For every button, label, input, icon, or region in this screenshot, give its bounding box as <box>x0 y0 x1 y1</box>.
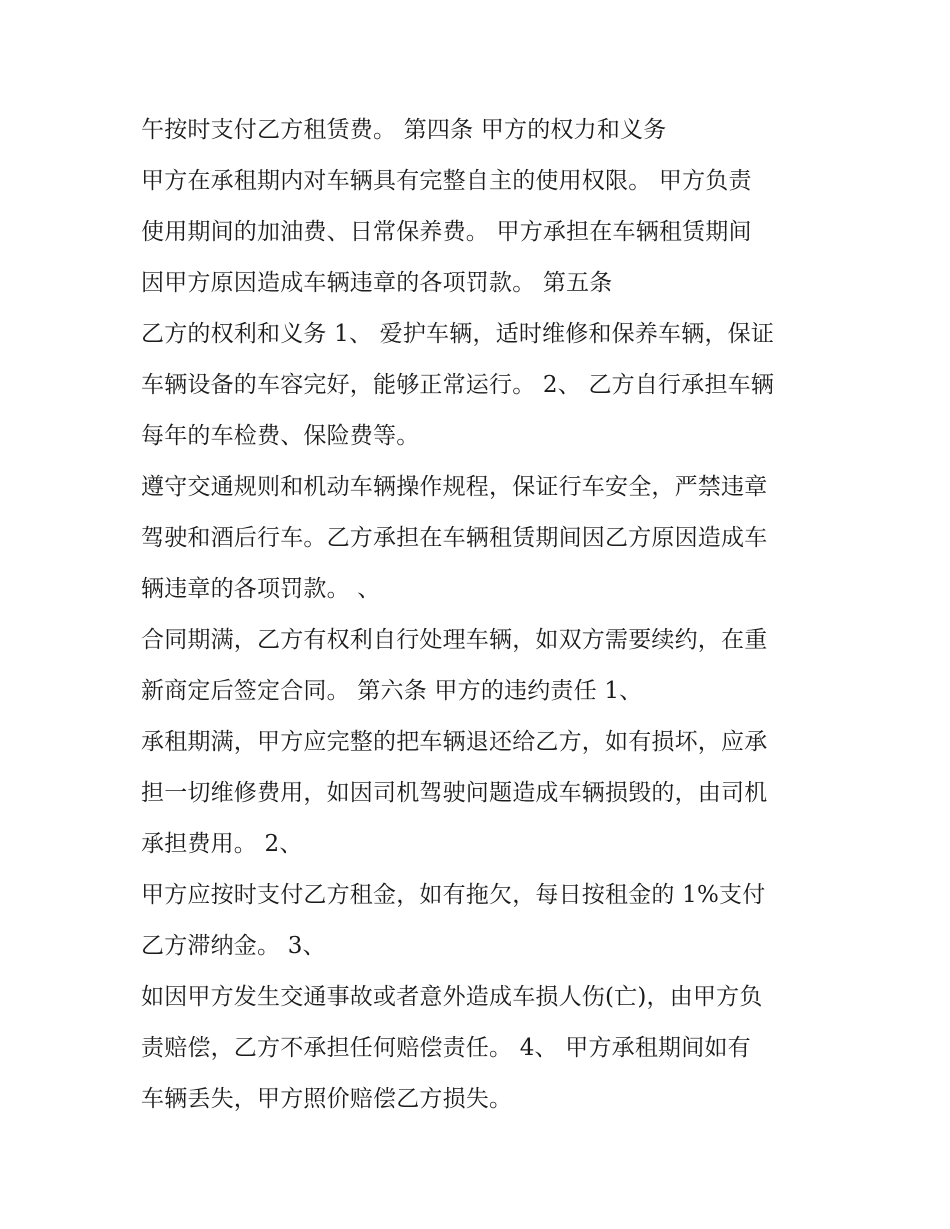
text-line: 驾驶和酒后行车。乙方承担在车辆租赁期间因乙方原因造成车 <box>141 525 768 551</box>
text-line: 甲方应按时支付乙方租金，如有拖欠，每日按租金的 1%支付 <box>141 882 766 908</box>
text-line: 合同期满，乙方有权利自行处理车辆，如双方需要续约，在重 <box>141 627 768 653</box>
text-line: 乙方滞纳金。 3、 <box>141 933 326 959</box>
text-line: 因甲方原因造成车辆违章的各项罚款。 第五条 <box>141 270 613 296</box>
text-line: 车辆丢失，甲方照价赔偿乙方损失。 <box>141 1086 513 1112</box>
text-line: 午按时支付乙方租赁费。 第四条 甲方的权力和义务 <box>141 117 667 143</box>
text-line: 使用期间的加油费、日常保养费。 甲方承担在车辆租赁期间 <box>141 219 752 245</box>
text-line: 车辆设备的车容完好，能够正常运行。 2、 乙方自行承担车辆 <box>141 372 775 398</box>
text-line: 承租期满，甲方应完整的把车辆退还给乙方，如有损坏，应承 <box>141 729 768 755</box>
text-line: 甲方在承租期内对车辆具有完整自主的使用权限。 甲方负责 <box>141 168 752 194</box>
text-line: 辆违章的各项罚款。 、 <box>141 576 381 602</box>
text-line: 每年的车检费、保险费等。 <box>141 423 420 449</box>
text-line: 如因甲方发生交通事故或者意外造成车损人伤(亡)，由甲方负 <box>141 984 763 1010</box>
text-line: 承担费用。 2、 <box>141 831 303 857</box>
text-line: 新商定后签定合同。 第六条 甲方的违约责任 1、 <box>141 678 643 704</box>
text-line: 责赔偿，乙方不承担任何赔偿责任。 4、 甲方承租期间如有 <box>141 1035 751 1061</box>
text-line: 遵守交通规则和机动车辆操作规程，保证行车安全，严禁违章 <box>141 474 768 500</box>
text-line: 乙方的权利和义务 1、 爱护车辆，适时维修和保养车辆，保证 <box>141 321 775 347</box>
contract-text-body <box>141 112 821 1132</box>
text-line: 担一切维修费用，如因司机驾驶问题造成车辆损毁的，由司机 <box>141 780 768 806</box>
